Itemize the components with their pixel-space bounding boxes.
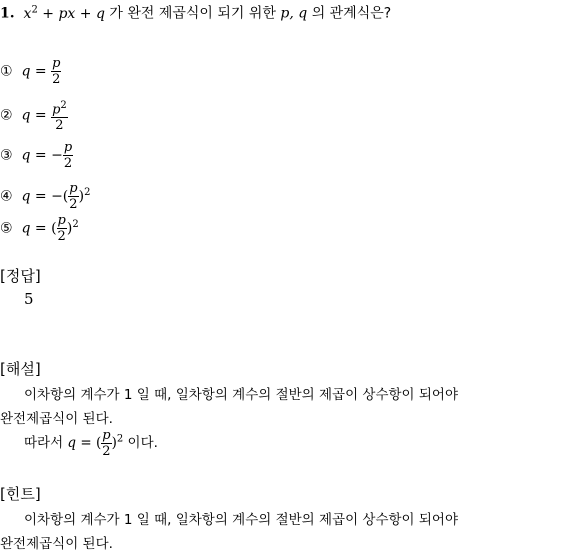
- choice-3[interactable]: ③ q = − $\frac{p}{2}$: [0, 140, 73, 171]
- hint-line-1: 이차항의 계수가 1 일 때, 일차항의 계수의 절반의 제곱이 상수항이 되어야: [24, 512, 458, 528]
- explanation-line-3: 따라서 q = ( $\frac{p}{2}$ )$^2$ 이다.: [24, 428, 158, 459]
- choice-1[interactable]: ① q = $\frac{p}{2}$: [0, 56, 61, 87]
- choice-4[interactable]: ④ q = −( $\frac{p}{2}$ )$^2$: [0, 181, 91, 212]
- choice-marker: ②: [0, 107, 13, 124]
- question-variables: p, q: [280, 5, 308, 22]
- hint-line-2: 완전제곱식이 된다.: [0, 536, 113, 552]
- answer-value: 5: [24, 290, 34, 308]
- choice-5[interactable]: ⑤ q = ( $\frac{p}{2}$ )$^2$: [0, 213, 79, 244]
- question-text: 가 완전 제곱식이 되기 위한: [109, 5, 276, 22]
- question-text-end: 의 관계식은?: [311, 5, 392, 22]
- hint-heading: [힌트]: [0, 485, 41, 503]
- explanation-heading: [해설]: [0, 360, 41, 378]
- explanation-suffix: 이다.: [127, 435, 158, 451]
- explanation-prefix: 따라서: [24, 435, 64, 451]
- explanation-line-2: 완전제곱식이 된다.: [0, 411, 113, 427]
- choice-marker: ④: [0, 188, 13, 205]
- question-line: [0, 0, 391, 24]
- choice-marker: ⑤: [0, 220, 13, 237]
- choice-marker: ①: [0, 63, 13, 80]
- question-expression: $x^2$ + px + q: [23, 4, 105, 22]
- explanation-line-1: 이차항의 계수가 1 일 때, 일차항의 계수의 절반의 제곱이 상수항이 되어야: [24, 387, 458, 403]
- choice-2[interactable]: ② q = $\frac{p^2}{2}$: [0, 100, 67, 134]
- answer-heading: [정답]: [0, 267, 41, 285]
- question-number: 1.: [0, 5, 15, 22]
- choice-marker: ③: [0, 147, 13, 164]
